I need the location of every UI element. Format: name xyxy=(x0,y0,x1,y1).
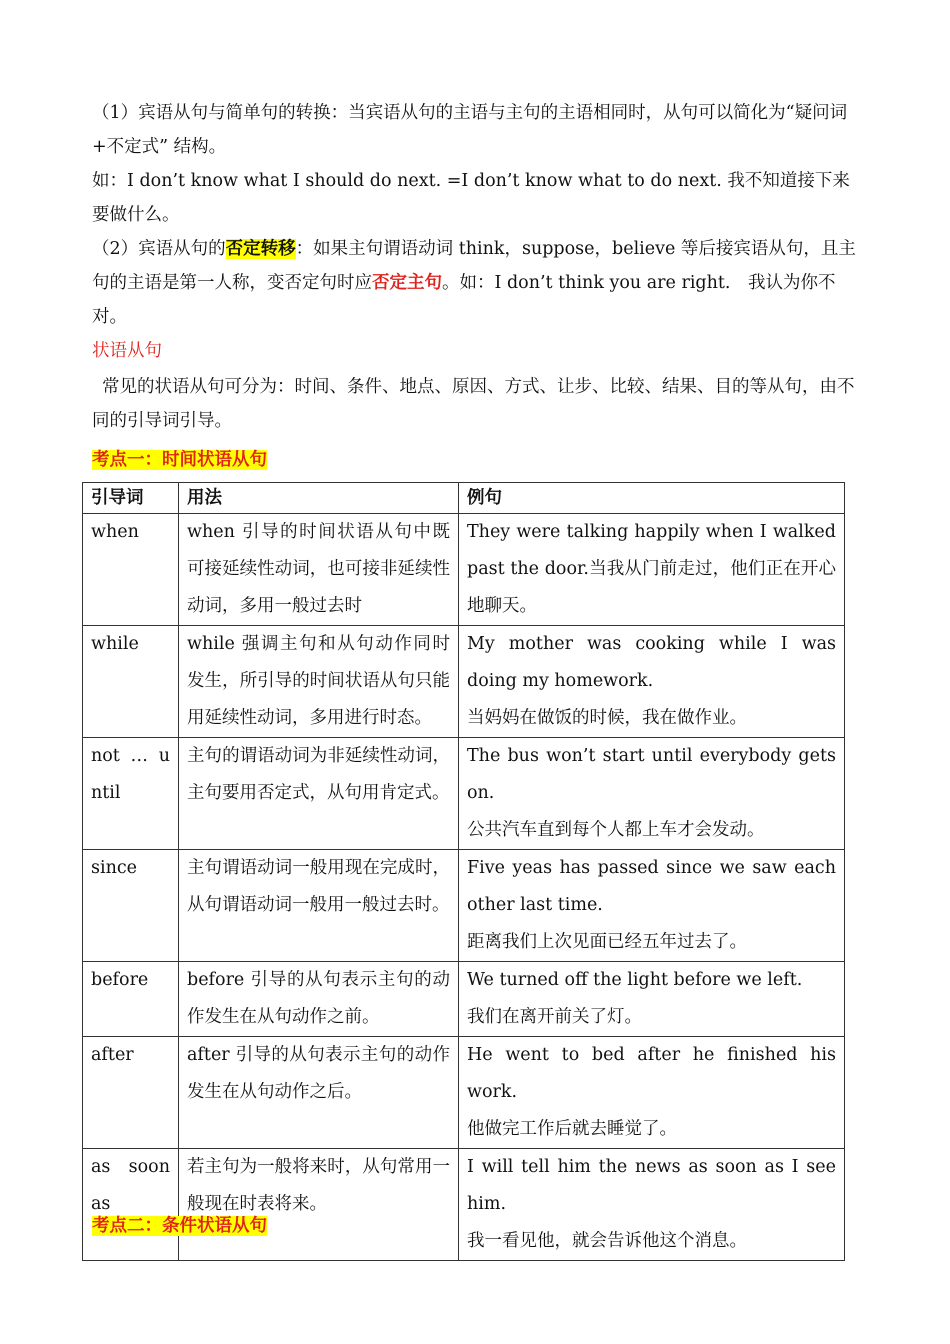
usage-cell: 主句的谓语动词为非延续性动词，主句要用否定式，从句用肯定式。 xyxy=(179,738,459,850)
red-term: 否定主句 xyxy=(372,273,442,293)
word-cell: when xyxy=(83,514,179,626)
example-zh: 我一看见他，就会告诉他这个消息。 xyxy=(467,1231,747,1251)
header-cell: 用法 xyxy=(179,483,459,514)
example-cell xyxy=(459,514,845,626)
paragraph-example xyxy=(92,164,860,232)
word-cell: not … until xyxy=(83,738,179,850)
header-cell: 例句 xyxy=(459,483,845,514)
example-zh: 当我从门前走过，他们正在开心地聊天。 xyxy=(467,559,836,616)
header-cell: 引导词 xyxy=(83,483,179,514)
example-en: The bus won’t start until everybody gets on. xyxy=(467,746,836,803)
example-zh: 我们在离开前关了灯。 xyxy=(467,1007,642,1027)
example-cell xyxy=(459,962,845,1037)
usage-cell: after 引导的从句表示主句的动作发生在从句动作之后。 xyxy=(179,1037,459,1149)
example-cell xyxy=(459,1149,845,1261)
usage-cell: while 强调主句和从句动作同时发生，所引导的时间状语从句只能用延续性动词，多用进行时态。 xyxy=(179,626,459,738)
example-cell xyxy=(459,1037,845,1149)
paragraph-text: 如：I don’t know what I should do next. =I don’t know what to do next. 我不知道接下来要做什么。 xyxy=(92,171,850,225)
table-row xyxy=(83,962,845,1037)
paragraph-adverbial-types xyxy=(92,370,860,438)
paragraph-text: 常见的状语从句可分为：时间、条件、地点、原因、方式、让步、比较、结果、目的等从句，由不同的引导词引导。 xyxy=(92,377,855,431)
usage-cell: 若主句为一般将来时，从句常用一般现在时表将来。 xyxy=(179,1149,459,1261)
table-header-row xyxy=(83,483,845,514)
heading-text: 考点二：条件状语从句 xyxy=(92,1216,267,1236)
example-en: He went to bed after he finished his work. xyxy=(467,1045,836,1102)
word-cell: since xyxy=(83,850,179,962)
table-row xyxy=(83,1037,845,1149)
example-zh: 他做完工作后就去睡觉了。 xyxy=(467,1119,677,1139)
word-cell: before xyxy=(83,962,179,1037)
section-title-text: 状语从句 xyxy=(92,341,162,361)
example-en: My mother was cooking while I was doing my homework. xyxy=(467,634,836,691)
example-en: We turned off the light before we left. xyxy=(467,970,803,990)
word-cell: while xyxy=(83,626,179,738)
paragraph-text: 。如：I don’t think you are right. 我认为你不对。 xyxy=(92,273,836,327)
table-row xyxy=(83,514,845,626)
table-row xyxy=(83,626,845,738)
heading-topic-one xyxy=(92,446,267,474)
example-zh: 距离我们上次见面已经五年过去了。 xyxy=(467,932,747,952)
paragraph-object-clause-conversion xyxy=(92,96,860,164)
word-cell: as soon as xyxy=(83,1149,179,1261)
usage-cell: before 引导的从句表示主句的动作发生在从句动作之前。 xyxy=(179,962,459,1037)
table-row xyxy=(83,738,845,850)
usage-cell: when 引导的时间状语从句中既可接延续性动词，也可接非延续性动词，多用一般过去时 xyxy=(179,514,459,626)
paragraph-text: （1）宾语从句与简单句的转换：当宾语从句的主语与主句的主语相同时，从句可以简化为“疑问词+不定式” 结构。 xyxy=(92,103,848,157)
time-clause-table xyxy=(82,482,845,1261)
example-cell xyxy=(459,850,845,962)
section-title xyxy=(92,334,860,368)
usage-cell: 主句谓语动词一般用现在完成时，从句谓语动词一般用一般过去时。 xyxy=(179,850,459,962)
example-en: I will tell him the news as soon as I see him. xyxy=(467,1157,836,1214)
example-en: They were talking happily when I walked past the door. xyxy=(467,522,836,579)
example-en: Five yeas has passed since we saw each other last time. xyxy=(467,858,836,915)
table-row xyxy=(83,850,845,962)
paragraph-text: （2）宾语从句的 xyxy=(92,239,226,259)
paragraph-text: ：如果主句谓语动词 think，suppose，believe 等后接宾语从句，且主句的主语是第一人称，变否定句时应 xyxy=(92,239,856,293)
example-zh: 当妈妈在做饭的时候，我在做作业。 xyxy=(467,708,747,728)
heading-topic-two xyxy=(92,1212,267,1240)
example-zh: 公共汽车直到每个人都上车才会发动。 xyxy=(467,820,765,840)
highlighted-term: 否定转移 xyxy=(225,239,296,259)
table-row xyxy=(83,1149,845,1261)
example-cell xyxy=(459,626,845,738)
heading-text: 考点一：时间状语从句 xyxy=(92,450,267,470)
word-cell: after xyxy=(83,1037,179,1149)
paragraph-negation-transfer xyxy=(92,232,860,334)
example-cell xyxy=(459,738,845,850)
